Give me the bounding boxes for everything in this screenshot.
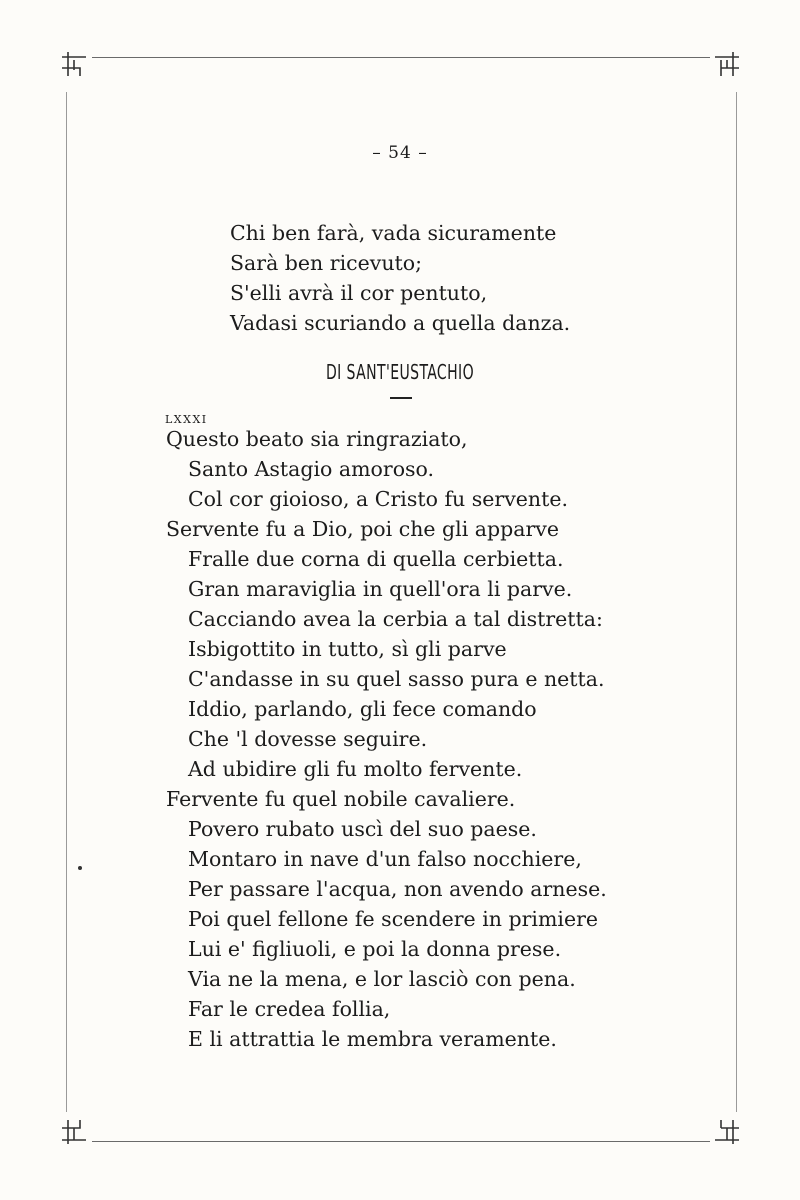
closing-stanza <box>230 218 570 338</box>
top-right-corner-ornament <box>713 50 741 78</box>
ink-speck <box>78 866 82 870</box>
poem-line: Lui e' figliuoli, e poi la donna prese. <box>188 937 562 961</box>
title-dash-divider <box>390 397 412 399</box>
page-number: – 54 – <box>372 143 428 163</box>
poem-line: Isbigottito in tutto, sì gli parve <box>188 637 507 661</box>
bottom-border-rule <box>92 1141 710 1142</box>
poem-line: Ad ubidire gli fu molto fervente. <box>188 757 523 781</box>
poem-body <box>0 424 800 1054</box>
poem-line: Fralle due corna di quella cerbietta. <box>188 547 564 571</box>
stanza-line: S'elli avrà il cor pentuto, <box>230 281 488 305</box>
poem-line: Santo Astagio amoroso. <box>188 457 435 481</box>
poem-line: Questo beato sia ringraziato, <box>166 427 468 451</box>
poem-line: Per passare l'acqua, non avendo arnese. <box>188 877 607 901</box>
poem-line: Montaro in nave d'un falso nocchiere, <box>188 847 582 871</box>
poem-line: Far le credea follia, <box>188 997 391 1021</box>
stanza-line: Vadasi scuriando a quella danza. <box>230 311 571 335</box>
poem-line: Cacciando avea la cerbia a tal distretta: <box>188 607 603 631</box>
poem-line: Via ne la mena, e lor lasciò con pena. <box>188 967 576 991</box>
poem-line: C'andasse in su quel sasso pura e netta. <box>188 667 605 691</box>
poem-line: Poi quel fellone fe scendere in primiere <box>188 907 599 931</box>
stanza-line: Sarà ben ricevuto; <box>230 251 423 275</box>
poem-line: Povero rubato uscì del suo paese. <box>188 817 537 841</box>
bottom-right-corner-ornament <box>713 1118 741 1146</box>
poem-line: Che 'l dovesse seguire. <box>188 727 428 751</box>
poem-line: Gran maraviglia in quell'ora li parve. <box>188 577 573 601</box>
top-left-corner-ornament <box>60 50 88 78</box>
poem-line: Col cor gioioso, a Cristo fu servente. <box>188 487 569 511</box>
section-title: DI SANT'EUSTACHIO <box>325 360 475 384</box>
poem-line: Iddio, parlando, gli fece comando <box>188 697 537 721</box>
poem-line: Fervente fu quel nobile cavaliere. <box>166 787 516 811</box>
poem-line: E li attrattia le membra veramente. <box>188 1027 557 1051</box>
top-border-rule <box>92 57 710 58</box>
poem-numeral: LXXXI <box>165 413 208 426</box>
bottom-left-corner-ornament <box>60 1118 88 1146</box>
stanza-line: Chi ben farà, vada sicuramente <box>230 221 557 245</box>
poem-line: Servente fu a Dio, poi che gli apparve <box>166 517 560 541</box>
